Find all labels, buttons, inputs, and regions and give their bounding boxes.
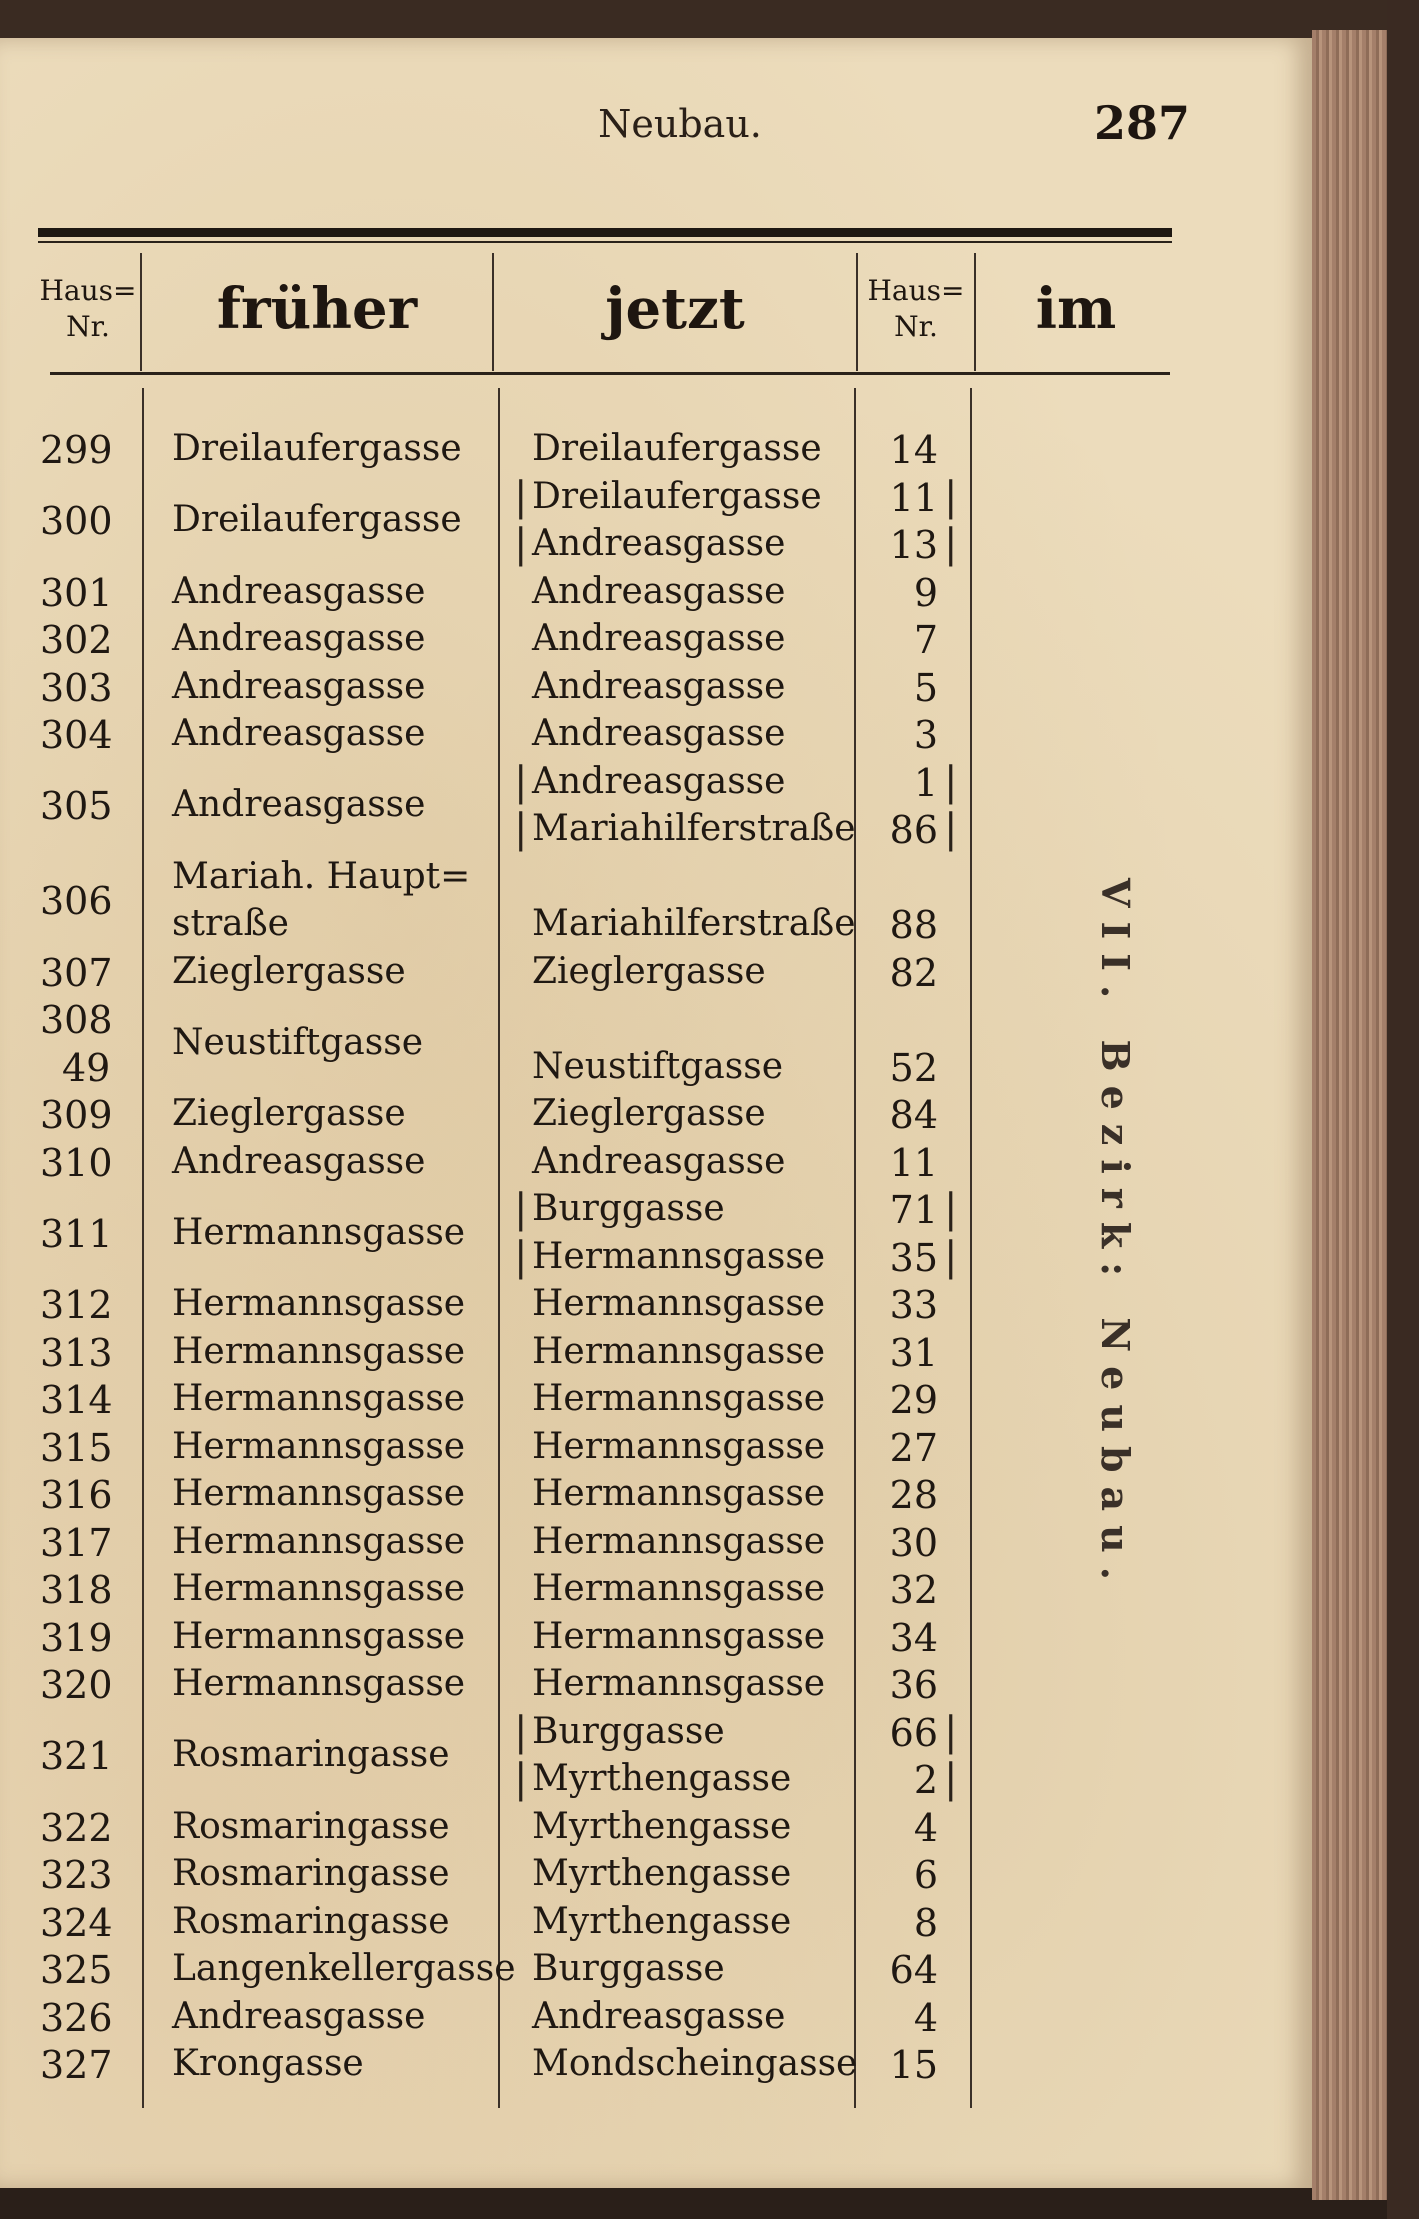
old-street: Rosmaringasse bbox=[172, 1853, 450, 1894]
brace-right: | bbox=[944, 1708, 958, 1755]
new-house-nr: 82 bbox=[889, 950, 938, 995]
header-new-house-nr bbox=[858, 250, 974, 368]
new-street: Myrthengasse bbox=[532, 1853, 792, 1894]
header-new-street: jetzt bbox=[605, 276, 745, 342]
new-street: Andreasgasse bbox=[532, 665, 786, 707]
header-rule-thin bbox=[38, 241, 1172, 243]
new-street: Hermannsgasse bbox=[532, 1425, 826, 1467]
new-house-nr: 13 bbox=[889, 523, 938, 567]
brace-left: | bbox=[514, 1708, 528, 1755]
book-spine bbox=[1387, 0, 1419, 2219]
old-street: Andreasgasse bbox=[172, 713, 426, 754]
old-house-nr: 309 bbox=[40, 1093, 113, 1137]
new-house-nr: 27 bbox=[889, 1425, 938, 1470]
new-street: Mariahilferstraße bbox=[532, 808, 856, 849]
new-house-nr: 35 bbox=[889, 1235, 938, 1280]
old-street: Langenkellergasse bbox=[172, 1948, 516, 1989]
brace-left: | bbox=[514, 1186, 528, 1232]
brace-left: | bbox=[514, 1233, 528, 1280]
old-street: Andreasgasse bbox=[172, 784, 426, 826]
page-edges bbox=[1312, 30, 1387, 2200]
new-street: Hermannsgasse bbox=[532, 1378, 826, 1419]
new-house-nr: 8 bbox=[913, 1900, 938, 1945]
old-house-nr: 325 bbox=[40, 1948, 113, 1992]
table-row bbox=[0, 1616, 1300, 1664]
old-street: Dreilaufergasse bbox=[172, 428, 462, 469]
brace-right: | bbox=[944, 1756, 958, 1802]
old-street: Krongasse bbox=[172, 2043, 364, 2084]
new-street: Mariahilferstraße bbox=[532, 903, 856, 944]
table-row bbox=[0, 1853, 1300, 1901]
old-house-nr: 321 bbox=[40, 1734, 113, 1779]
table-row bbox=[0, 758, 1300, 856]
old-street: Andreasgasse bbox=[172, 665, 426, 707]
brace-left: | bbox=[514, 473, 528, 520]
new-street: Hermannsgasse bbox=[532, 1520, 826, 1562]
old-street: Zieglergasse bbox=[172, 1093, 406, 1134]
new-street: Hermannsgasse bbox=[532, 1283, 826, 1324]
new-house-nr: 7 bbox=[913, 618, 938, 662]
new-street: Andreasgasse bbox=[532, 713, 786, 754]
new-street: Dreilaufergasse bbox=[532, 428, 822, 469]
new-street: Hermannsgasse bbox=[532, 1330, 826, 1372]
table-row bbox=[0, 1901, 1300, 1949]
new-house-nr: 9 bbox=[913, 570, 938, 615]
new-street: Andreasgasse bbox=[532, 570, 786, 612]
new-street: Andreasgasse bbox=[532, 1140, 786, 1182]
old-street: Andreasgasse bbox=[172, 1995, 426, 2037]
old-street: Hermannsgasse bbox=[172, 1283, 466, 1324]
brace-right: | bbox=[944, 1233, 958, 1280]
header-new-house-nr-line1: Haus= bbox=[867, 274, 965, 307]
new-street: Burggasse bbox=[532, 1188, 725, 1229]
old-house-nr: 301 bbox=[40, 570, 113, 615]
new-house-nr: 84 bbox=[889, 1093, 938, 1137]
header-district: im bbox=[1035, 276, 1117, 342]
new-street: Hermannsgasse bbox=[532, 1568, 826, 1609]
new-house-nr: 11 bbox=[889, 1140, 938, 1185]
new-street: Hermannsgasse bbox=[532, 1663, 826, 1704]
new-street: Dreilaufergasse bbox=[532, 475, 822, 517]
new-house-nr: 15 bbox=[889, 2043, 938, 2087]
old-street: Hermannsgasse bbox=[172, 1211, 466, 1253]
new-house-nr: 66 bbox=[889, 1710, 938, 1755]
old-street: Andreasgasse bbox=[172, 618, 426, 659]
old-street: Hermannsgasse bbox=[172, 1520, 466, 1562]
old-street: Hermannsgasse bbox=[172, 1568, 466, 1609]
brace-right: | bbox=[944, 1186, 958, 1232]
header-old-house-nr-line1: Haus= bbox=[39, 274, 137, 307]
new-house-nr: 31 bbox=[889, 1330, 938, 1375]
old-street: Hermannsgasse bbox=[172, 1330, 466, 1372]
header-new-house-nr-line2: Nr. bbox=[894, 310, 938, 343]
new-street: Burggasse bbox=[532, 1710, 725, 1752]
table-row bbox=[0, 618, 1300, 666]
new-house-nr: 33 bbox=[889, 1283, 938, 1327]
old-house-nr-cont: 49 bbox=[62, 1045, 111, 1090]
brace-right: | bbox=[944, 473, 958, 520]
table-row bbox=[0, 1948, 1300, 1996]
old-house-nr: 299 bbox=[40, 428, 113, 472]
new-house-nr: 34 bbox=[889, 1615, 938, 1660]
new-house-nr: 86 bbox=[889, 808, 938, 852]
new-street: Andreasgasse bbox=[532, 760, 786, 802]
header-old-house-nr bbox=[38, 250, 138, 368]
brace-left: | bbox=[514, 758, 528, 805]
new-house-nr: 4 bbox=[913, 1805, 938, 1850]
new-street: Neustiftgasse bbox=[532, 1045, 783, 1087]
table-row bbox=[0, 571, 1300, 619]
old-street: Hermannsgasse bbox=[172, 1473, 466, 1514]
table-row bbox=[0, 2043, 1300, 2091]
old-house-nr: 324 bbox=[40, 1900, 113, 1945]
table-row bbox=[0, 428, 1300, 476]
new-street: Andreasgasse bbox=[532, 1995, 786, 2037]
new-house-nr: 32 bbox=[889, 1568, 938, 1612]
table-row bbox=[0, 1996, 1300, 2044]
old-house-nr: 318 bbox=[40, 1568, 113, 1612]
running-title: Neubau. bbox=[598, 102, 762, 146]
old-street: Dreilaufergasse bbox=[172, 499, 462, 541]
new-street: Myrthengasse bbox=[532, 1758, 792, 1799]
new-house-nr: 5 bbox=[913, 665, 938, 710]
old-house-nr: 310 bbox=[40, 1140, 113, 1185]
brace-left: | bbox=[514, 521, 528, 567]
old-house-nr: 300 bbox=[40, 499, 113, 544]
header-old-house-nr-line2: Nr. bbox=[66, 310, 110, 343]
old-house-nr: 327 bbox=[40, 2043, 113, 2087]
new-house-nr: 52 bbox=[889, 1045, 938, 1090]
brace-right: | bbox=[944, 521, 958, 567]
page-number: 287 bbox=[1093, 96, 1190, 150]
new-street: Zieglergasse bbox=[532, 1093, 766, 1134]
old-house-nr: 302 bbox=[40, 618, 113, 662]
old-house-nr: 326 bbox=[40, 1995, 113, 2040]
old-street: Rosmaringasse bbox=[172, 1900, 450, 1942]
table-row bbox=[0, 473, 1300, 571]
new-street: Zieglergasse bbox=[532, 950, 766, 992]
new-street: Myrthengasse bbox=[532, 1900, 792, 1942]
brace-right: | bbox=[944, 806, 958, 852]
old-street: Zieglergasse bbox=[172, 950, 406, 992]
brace-right: | bbox=[944, 758, 958, 805]
old-house-nr: 306 bbox=[40, 879, 113, 924]
old-house-nr: 303 bbox=[40, 665, 113, 710]
old-house-nr: 313 bbox=[40, 1330, 113, 1375]
new-street: Hermannsgasse bbox=[532, 1235, 826, 1277]
header-old-street: früher bbox=[216, 276, 418, 342]
old-house-nr: 308 bbox=[40, 998, 113, 1042]
new-house-nr: 11 bbox=[889, 475, 938, 520]
old-street: Rosmaringasse bbox=[172, 1805, 450, 1847]
old-street-cont: straße bbox=[172, 903, 289, 944]
new-house-nr: 3 bbox=[913, 713, 938, 757]
old-street: Mariah. Haupt= bbox=[172, 855, 471, 897]
new-house-nr: 64 bbox=[889, 1948, 938, 1992]
table-row bbox=[0, 1663, 1300, 1711]
old-house-nr: 305 bbox=[40, 784, 113, 829]
old-house-nr: 323 bbox=[40, 1853, 113, 1897]
new-house-nr: 14 bbox=[889, 428, 938, 472]
table-row bbox=[0, 1806, 1300, 1854]
table-row bbox=[0, 713, 1300, 761]
page bbox=[0, 38, 1312, 2188]
old-house-nr: 304 bbox=[40, 713, 113, 757]
header-rule-bottom bbox=[50, 372, 1170, 375]
old-street: Hermannsgasse bbox=[172, 1378, 466, 1419]
old-house-nr: 322 bbox=[40, 1805, 113, 1850]
new-house-nr: 88 bbox=[889, 903, 938, 947]
new-house-nr: 30 bbox=[889, 1520, 938, 1565]
new-house-nr: 36 bbox=[889, 1663, 938, 1707]
new-street: Burggasse bbox=[532, 1948, 725, 1989]
old-street: Rosmaringasse bbox=[172, 1734, 450, 1776]
old-house-nr: 311 bbox=[40, 1211, 113, 1256]
old-street: Hermannsgasse bbox=[172, 1663, 466, 1704]
old-street: Andreasgasse bbox=[172, 1140, 426, 1182]
old-house-nr: 320 bbox=[40, 1663, 113, 1707]
new-street: Hermannsgasse bbox=[532, 1473, 826, 1514]
old-house-nr: 314 bbox=[40, 1378, 113, 1422]
new-street: Mondscheingasse bbox=[532, 2043, 858, 2084]
old-house-nr: 315 bbox=[40, 1425, 113, 1470]
old-house-nr: 307 bbox=[40, 950, 113, 995]
old-house-nr: 312 bbox=[40, 1283, 113, 1327]
new-street: Myrthengasse bbox=[532, 1805, 792, 1847]
old-street: Neustiftgasse bbox=[172, 1021, 423, 1063]
table-row bbox=[0, 1708, 1300, 1806]
new-house-nr: 6 bbox=[913, 1853, 938, 1897]
district-label: VII. Bezirk: Neubau. bbox=[1093, 878, 1138, 1594]
new-house-nr: 28 bbox=[889, 1473, 938, 1517]
new-street: Andreasgasse bbox=[532, 523, 786, 564]
table-row bbox=[0, 666, 1300, 714]
new-house-nr: 4 bbox=[913, 1995, 938, 2040]
brace-left: | bbox=[514, 806, 528, 852]
new-house-nr: 2 bbox=[913, 1758, 938, 1802]
old-street: Andreasgasse bbox=[172, 570, 426, 612]
old-street: Hermannsgasse bbox=[172, 1425, 466, 1467]
old-house-nr: 319 bbox=[40, 1615, 113, 1660]
old-house-nr: 316 bbox=[40, 1473, 113, 1517]
new-house-nr: 1 bbox=[913, 760, 938, 805]
new-house-nr: 29 bbox=[889, 1378, 938, 1422]
new-street: Andreasgasse bbox=[532, 618, 786, 659]
new-street: Hermannsgasse bbox=[532, 1615, 826, 1657]
old-house-nr: 317 bbox=[40, 1520, 113, 1565]
header-rule-thick bbox=[38, 228, 1172, 237]
brace-left: | bbox=[514, 1756, 528, 1802]
old-street: Hermannsgasse bbox=[172, 1615, 466, 1657]
new-house-nr: 71 bbox=[889, 1188, 938, 1232]
